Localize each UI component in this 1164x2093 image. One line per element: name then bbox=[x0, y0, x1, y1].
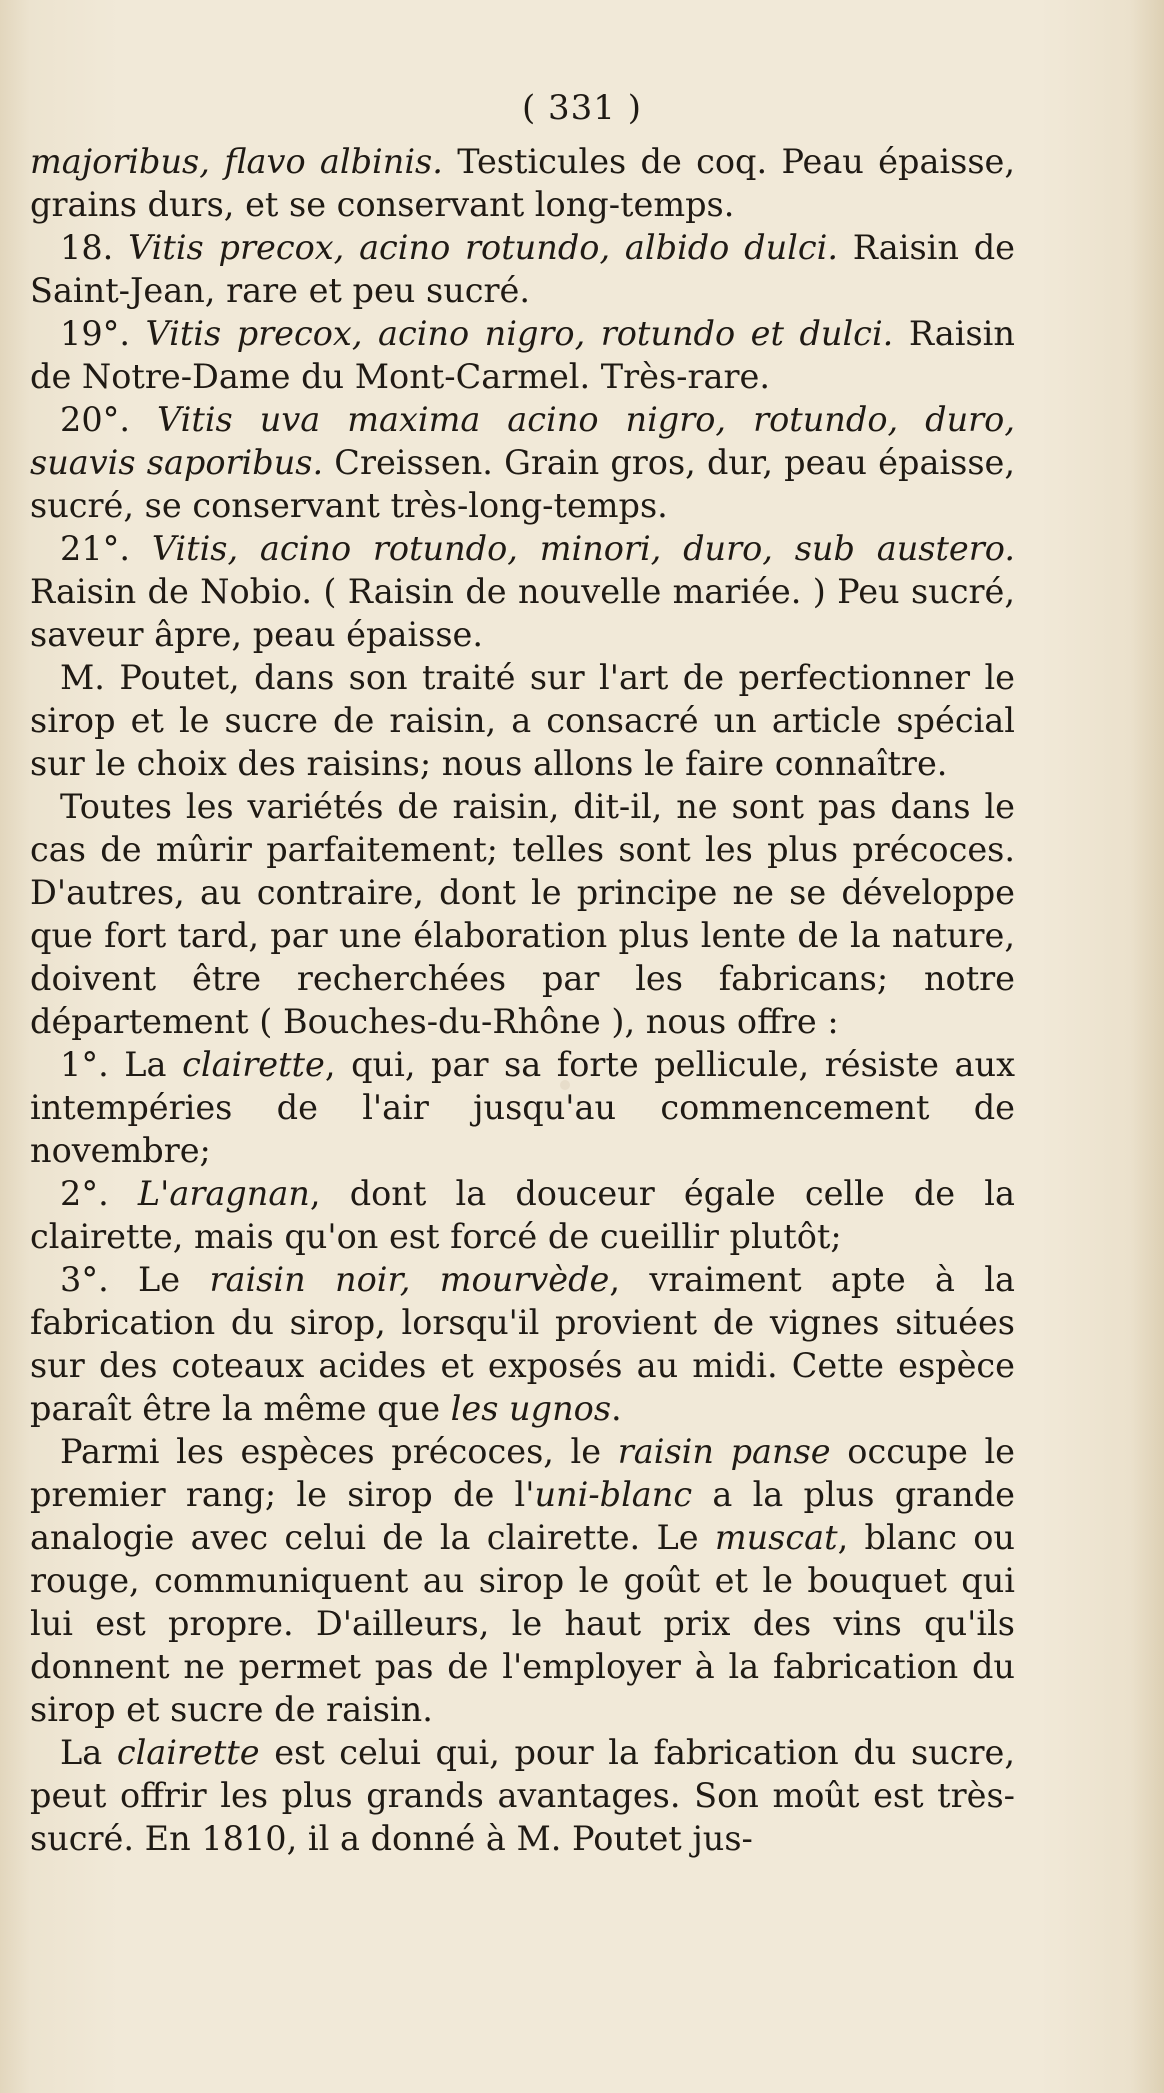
text-run: a la plus grande analogie avec celui de la clairette. Le bbox=[30, 1475, 1015, 1557]
paragraph bbox=[30, 785, 1015, 1043]
paragraph bbox=[30, 656, 1015, 785]
text-run: 21°. bbox=[60, 529, 152, 568]
italic-text: Vitis uva maxima acino nigro, rotundo, duro, suavis saporibus. bbox=[30, 400, 1015, 482]
text-run: Creissen. Grain gros, dur, peau épaisse, sucré, se conservant très-long-temps. bbox=[30, 443, 1015, 525]
italic-text: clairette bbox=[116, 1733, 260, 1772]
body-text bbox=[30, 140, 1015, 1860]
italic-text: Vitis precox, acino nigro, rotundo et dulci. bbox=[145, 314, 894, 353]
paragraph bbox=[30, 1172, 1015, 1258]
italic-text: L'aragnan bbox=[137, 1174, 310, 1213]
italic-text: majoribus, flavo albinis. bbox=[30, 142, 443, 181]
text-run: Raisin de Saint-Jean, rare et peu sucré. bbox=[30, 228, 1015, 310]
text-run: , blanc ou rouge, communiquent au sirop le goût et le bouquet qui lui est propre. D'ailleurs, le haut prix des vins qu'ils donnent ne permet pas de l'employer à la fabrication du sirop et sucre de raisin. bbox=[30, 1518, 1015, 1729]
page-number: ( 331 ) bbox=[521, 88, 643, 128]
text-run: Toutes les variétés de raisin, dit-il, ne sont pas dans le cas de mûrir parfaitement; telles sont les plus précoces. D'autres, au contraire, dont le principe ne se développe que fort tard, par une élaboration plus lente de la nature, doivent être recherchées par les fabricans; notre département ( Bouches-du-Rhône ), nous offre : bbox=[30, 787, 1015, 1041]
text-run: est celui qui, pour la fabrication du sucre, peut offrir les plus grands avantages. Son moût est très-sucré. En 1810, il a donné à M. Poutet jus- bbox=[30, 1733, 1015, 1858]
text-run: occupe le premier rang; le sirop de l' bbox=[30, 1432, 1016, 1514]
italic-text: clairette bbox=[182, 1045, 325, 1084]
text-run: Raisin de Notre-Dame du Mont-Carmel. Très-rare. bbox=[30, 314, 1015, 396]
paragraph bbox=[30, 398, 1015, 527]
text-run: Testicules de coq. Peau épaisse, grains durs, et se conservant long-temps. bbox=[30, 142, 1015, 224]
text-run: 20°. bbox=[60, 400, 158, 439]
text-run: M. Poutet, dans son traité sur l'art de perfectionner le sirop et le sucre de raisin, a consacré un article spécial sur le choix des raisins; nous allons le faire connaître. bbox=[30, 658, 1015, 783]
text-run: , dont la douceur égale celle de la clairette, mais qu'on est forcé de cueillir plutôt; bbox=[30, 1174, 1015, 1256]
paragraph bbox=[30, 140, 1015, 226]
italic-text: raisin noir, mourvède bbox=[209, 1260, 610, 1299]
text-run: 19°. bbox=[60, 314, 146, 353]
italic-text: uni-blanc bbox=[534, 1475, 693, 1514]
paragraph bbox=[30, 527, 1015, 656]
italic-text: muscat bbox=[714, 1518, 838, 1557]
text-run: 2°. bbox=[60, 1174, 138, 1213]
italic-text: Vitis precox, acino rotundo, albido dulci. bbox=[128, 228, 838, 267]
text-run: La bbox=[60, 1733, 117, 1772]
paragraph bbox=[30, 1731, 1015, 1860]
paragraph bbox=[30, 1258, 1015, 1430]
italic-text: Vitis, acino rotundo, minori, duro, sub austero. bbox=[151, 529, 1015, 568]
italic-text: les ugnos bbox=[450, 1389, 612, 1428]
text-run: Parmi les espèces précoces, le bbox=[60, 1432, 618, 1471]
text-run: , qui, par sa forte pellicule, résiste aux intempéries de l'air jusqu'au commencement de novembre; bbox=[30, 1045, 1015, 1170]
text-run: 18. bbox=[60, 228, 129, 267]
paragraph bbox=[30, 1430, 1015, 1731]
text-run: Raisin de Nobio. ( Raisin de nouvelle mariée. ) Peu sucré, saveur âpre, peau épaisse. bbox=[30, 572, 1015, 654]
paragraph bbox=[30, 1043, 1015, 1172]
text-run: , vraiment apte à la fabrication du sirop, lorsqu'il provient de vignes situées sur des coteaux acides et exposés au midi. Cette espèce paraît être la même que bbox=[30, 1260, 1015, 1428]
paragraph bbox=[30, 226, 1015, 312]
paragraph bbox=[30, 312, 1015, 398]
italic-text: raisin panse bbox=[617, 1432, 831, 1471]
text-run: 1°. La bbox=[60, 1045, 183, 1084]
text-run: . bbox=[611, 1389, 622, 1428]
text-run: 3°. Le bbox=[60, 1260, 210, 1299]
